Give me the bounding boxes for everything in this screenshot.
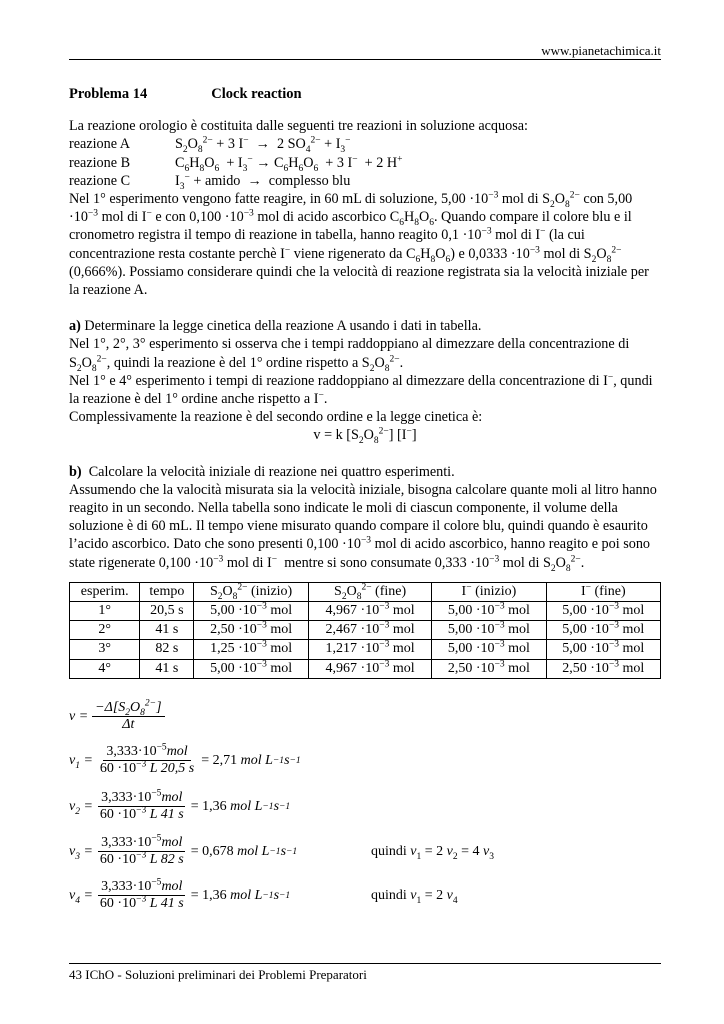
- table-cell: $2,50 \cdot 10^{-3}$ mol: [546, 659, 660, 678]
- table-cell: $2,467 \cdot 10^{-3}$ mol: [308, 621, 431, 640]
- rate-law: v = k $[S_2O_8^{2-}]$ [I−]: [313, 426, 417, 447]
- header-divider: [69, 59, 661, 60]
- rate-formula: $v_4$ = $\frac{3,333\cdot 10^{-5}mol}{60 \cdot 10^{-3} L 41 s}$ = 1,36 mol L −1 s −1: [69, 877, 291, 911]
- conclusion-text: quindi $v_1 = 2$ $v_2 = 4$ $v_3$: [371, 844, 494, 862]
- header-cell: esperim.: [70, 582, 140, 601]
- part-a-label: a): [69, 318, 81, 335]
- table-cell: $5,00 \cdot 10^{-3}$ mol: [546, 640, 660, 659]
- table-cell: $2,50 \cdot 10^{-3}$ mol: [194, 621, 309, 640]
- table-cell: 1°: [70, 602, 140, 621]
- experiment-description: Nel 1° esperimento vengono fatte reagire, in 60 mL di soluzione, $5,00 \cdot 10^{-3}$ mol di $S_2O_8^{2-}$ con $5,00 \cdot 10^{-3}$ mol di I− e con $0,100 \cdot 10^{-3}$ mol di acido ascorbico $C_6H_8O_6$. Quando compare il colore blu e il cronometro registra il tempo di reazione in tabella, hanno reagito $0,1 \cdot 10^{-3}$ mol di I− (la cui concentrazione resta costante perchè I− viene rigenerato da $C_6H_8O_6$) e $0,0333 \cdot 10^{-3}$ mol di $S_2O_8^{2-}$ (0,666%). Possiamo considerare quindi che la velocità di reazione registrata sia la velocità iniziale per la reazione A.: [69, 190, 649, 299]
- reaction-equation: $I_3^-$ + amido → complesso blu: [175, 172, 351, 192]
- table-cell: 41 s: [140, 659, 194, 678]
- table-cell: $5,00 \cdot 10^{-3}$ mol: [432, 602, 546, 621]
- table-cell: $5,00 \cdot 10^{-3}$ mol: [546, 621, 660, 640]
- rate-definition: v = $\frac{-\Delta[S_2O_8^{2-}]}{\Delta t}$: [69, 700, 169, 733]
- header-cell: I− (fine): [546, 582, 660, 601]
- problem-number: Problema 14: [69, 86, 148, 102]
- table-cell: 4°: [70, 659, 140, 678]
- header-cell: tempo: [140, 582, 194, 601]
- reaction-label: reazione A: [69, 136, 131, 153]
- problem-name: Clock reaction: [211, 86, 302, 102]
- reaction-label: reazione B: [69, 154, 131, 171]
- table-cell: $1,217 \cdot 10^{-3}$ mol: [308, 640, 431, 659]
- table-cell: $5,00 \cdot 10^{-3}$ mol: [546, 602, 660, 621]
- table-cell: $5,00 \cdot 10^{-3}$ mol: [432, 640, 546, 659]
- reaction-b: [69, 154, 661, 172]
- table-cell: $2,50 \cdot 10^{-3}$ mol: [432, 659, 546, 678]
- footer-text: 43 IChO - Soluzioni preliminari dei Problemi Preparatori: [69, 967, 367, 982]
- part-b-question: [69, 463, 661, 481]
- table-cell: $4,967 \cdot 10^{-3}$ mol: [308, 602, 431, 621]
- problem-title: [69, 85, 661, 103]
- header-cell: I− (inizio): [432, 582, 546, 601]
- table-row: [70, 640, 661, 659]
- header-url[interactable]: www.pianetachimica.it: [541, 43, 661, 58]
- footer-divider: [69, 963, 661, 964]
- table-cell: 41 s: [140, 621, 194, 640]
- table-row: [70, 602, 661, 621]
- table-cell: $5,00 \cdot 10^{-3}$ mol: [432, 621, 546, 640]
- part-a-text: Determinare la legge cinetica della reazione A usando i dati in tabella.: [84, 318, 482, 335]
- header-cell: $S_2O_8^{2-}$ (inizio): [194, 582, 309, 601]
- rate-formula: $v_3$ = $\frac{3,333\cdot 10^{-5}mol}{60 \cdot 10^{-3} L 82 s}$ = 0,678 mol L −1 s −1: [69, 833, 298, 867]
- table-cell: $1,25 \cdot 10^{-3}$ mol: [194, 640, 309, 659]
- table-row: [70, 621, 661, 640]
- intro-text: La reazione orologio è costituita dalle seguenti tre reazioni in soluzione acquosa:: [69, 118, 528, 135]
- table-cell: 20,5 s: [140, 602, 194, 621]
- reaction-c: [69, 172, 661, 190]
- table-cell: $5,00 \cdot 10^{-3}$ mol: [194, 659, 309, 678]
- data-table: [69, 582, 661, 679]
- rate-formula: $v_2$ = $\frac{3,333\cdot 10^{-5}mol}{60 \cdot 10^{-3} L 41 s}$ = 1,36 mol L −1 s −1: [69, 788, 291, 822]
- table-cell: $4,967 \cdot 10^{-3}$ mol: [308, 659, 431, 678]
- conclusion-text: quindi $v_1 = 2$ $v_4$: [371, 888, 458, 906]
- reaction-label: reazione C: [69, 172, 131, 189]
- rate-formula: $v_1$ = $\frac{3,333\cdot 10^{-5}mol}{60 \cdot 10^{-3} L 20,5 s}$ = 2,71 mol L −1 s −1: [69, 742, 301, 776]
- reaction-a: [69, 135, 661, 156]
- part-b-label: b): [69, 463, 82, 480]
- reaction-equation: $S_2O_8^{2-} + 3$ I− → 2 $SO_4^{2-} + I_3^-$: [175, 135, 351, 156]
- part-a-question: [69, 317, 661, 335]
- header-cell: $S_2O_8^{2-}$ (fine): [308, 582, 431, 601]
- table-cell: 2°: [70, 621, 140, 640]
- reaction-equation: $C_6H_8O_6 + I_3^- \to C_6H_6O_6 + 3$ I− + 2 H+: [175, 153, 403, 174]
- table-cell: $5,00 \cdot 10^{-3}$ mol: [194, 602, 309, 621]
- part-a-answer: Nel 1°, 2°, 3° esperimento si osserva che i tempi raddoppiano al dimezzare della concentrazione di $S_2O_8^{2-}$, quindi la reazione è del 1° ordine rispetto a $S_2O_8^{2-}$. Nel 1° e 4° esperimento i tempi di reazione raddoppiano al dimezzare della concentrazione di I−, qundi la reazione è del 1° ordine anche rispetto a I−. Complessivamente la reazione è del secondo ordine e la legge cinetica è:: [69, 336, 653, 426]
- table-cell: 3°: [70, 640, 140, 659]
- table-header-row: [70, 582, 661, 601]
- part-b-text: Calcolare la velocità iniziale di reazione nei quattro esperimenti.: [88, 463, 455, 480]
- document-body: [69, 85, 661, 679]
- table-cell: 82 s: [140, 640, 194, 659]
- part-b-answer: Assumendo che la valocità misurata sia la velocità iniziale, bisogna calcolare quante moli al litro hanno reagito in un secondo. Nella tabella sono indicate le moli di ciascun componente, il volume della soluzione è di 60 mL. Il tempo viene misurato quando compare il colore blu, quindi quando è esaurito l’acido ascorbico. Dato che sono presenti $0,100 \cdot 10^{-3}$ mol di acido ascorbico, hanno reagito e poi sono state rigenerate $0,100 \cdot 10^{-3}$ mol di I− mentre si sono consumate $0,333 \cdot 10^{-3}$ mol di $S_2O_8^{2-}$.: [69, 481, 657, 574]
- table-row: [70, 659, 661, 678]
